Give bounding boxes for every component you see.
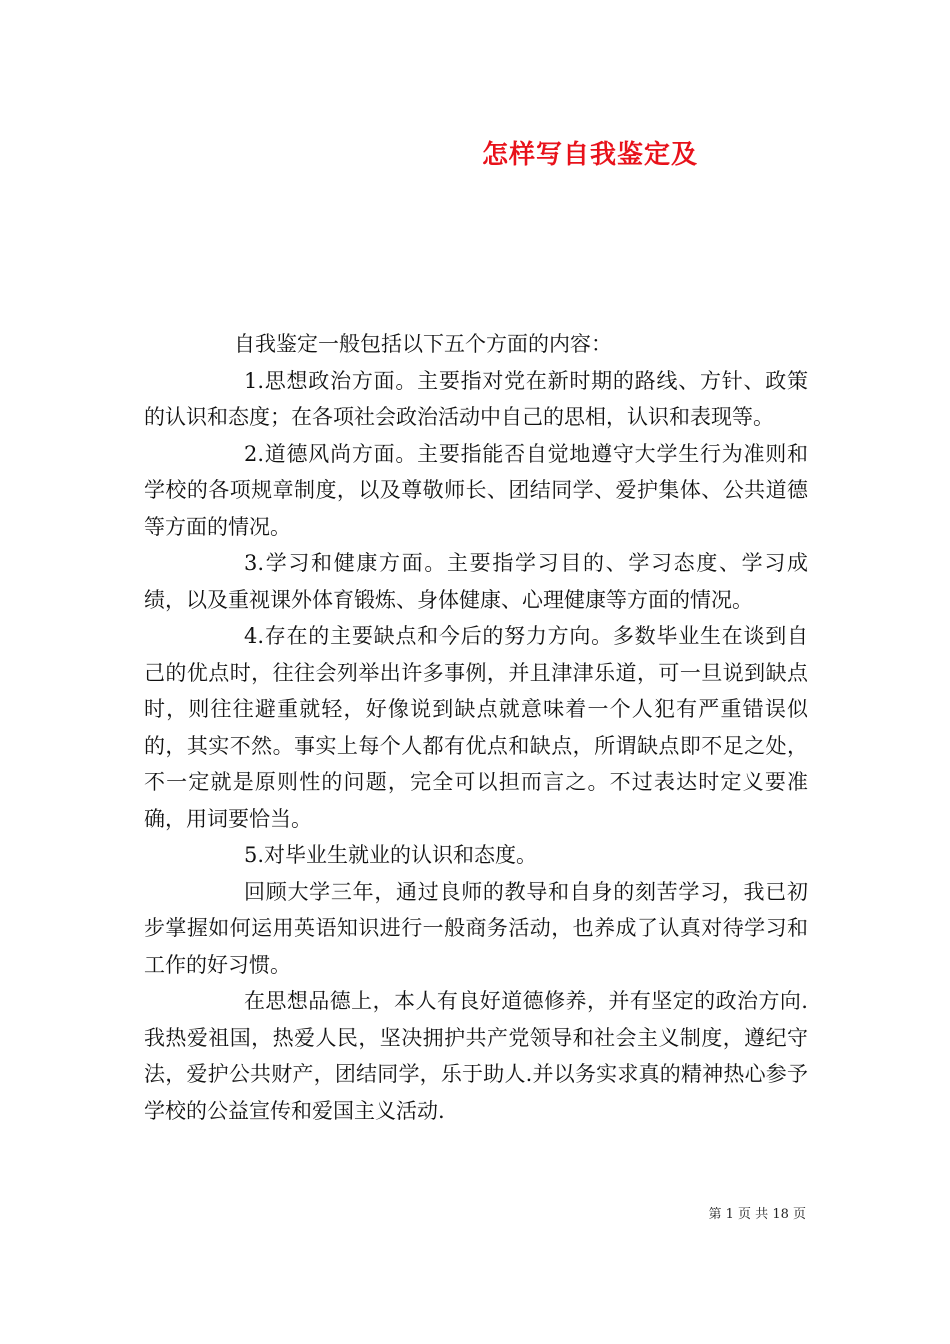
paragraph-item-5: 5.对毕业生就业的认识和态度。 bbox=[244, 843, 538, 867]
paragraph-morality: 在思想品德上，本人有良好道德修养，并有坚定的政治方向.我热爱祖国，热爱人民，坚决拥护共产党领导和社会主义制度，遵纪守法，爱护公共财产，团结同学，乐于助人.并以务实求真的精神热心参予学校的公益宣传和爱国主义活动. bbox=[144, 989, 808, 1123]
paragraph-item-4: 4.存在的主要缺点和今后的努力方向。多数毕业生在谈到自己的优点时，往往会列举出许多事例，并且津津乐道，可一旦说到缺点时，则往往避重就轻，好像说到缺点就意味着一个人犯有严重错误似的，其实不然。事实上每个人都有优点和缺点，所谓缺点即不足之处，不一定就是原则性的问题，完全可以担而言之。不过表达时定义要准确，用词要恰当。 bbox=[144, 624, 808, 831]
paragraph-intro: 自我鉴定一般包括以下五个方面的内容： bbox=[234, 332, 612, 356]
document-body bbox=[144, 326, 808, 1129]
paragraph-item-2: 2.道德风尚方面。主要指能否自觉地遵守大学生行为准则和学校的各项规章制度，以及尊敬师长、团结同学、爱护集体、公共道德等方面的情况。 bbox=[144, 441, 808, 539]
page-number: 第 1 页 共 18 页 bbox=[708, 1207, 806, 1222]
paragraph-item-3: 3.学习和健康方面。主要指学习目的、学习态度、学习成绩，以及重视课外体育锻炼、身体健康、心理健康等方面的情况。 bbox=[144, 551, 808, 612]
document-title: 怎样写自我鉴定及 bbox=[481, 140, 698, 170]
paragraph-review: 回顾大学三年，通过良师的教导和自身的刻苦学习，我已初步掌握如何运用英语知识进行一般商务活动，也养成了认真对待学习和工作的好习惯。 bbox=[144, 879, 808, 977]
paragraph-item-1: 1.思想政治方面。主要指对党在新时期的路线、方针、政策的认识和态度；在各项社会政治活动中自己的思相，认识和表现等。 bbox=[144, 368, 808, 429]
